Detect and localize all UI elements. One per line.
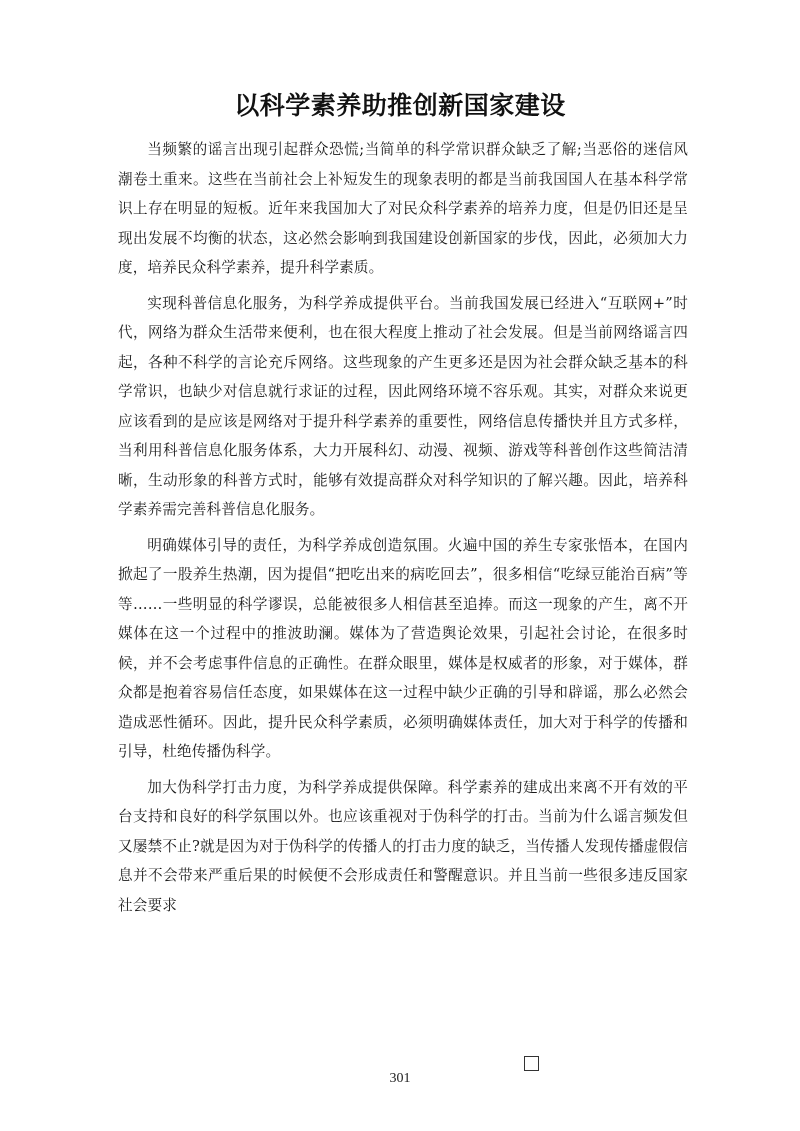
page-title: 以科学素养助推创新国家建设 bbox=[234, 91, 566, 120]
paragraph-1: 当频繁的谣言出现引起群众恐慌;当简单的科学常识群众缺乏了解;当恶俗的迷信风潮卷土重来。这些在当前社会上补短发生的现象表明的都是当前我国国人在基本科学常识上存在明显的短板。近年来我国加大了对民众科学素养的培养力度，但是仍旧还是呈现出发展不均衡的状态，这必然会影响到我国建设创新国家的步伐，因此，必须加大力度，培养民众科学素养，提升科学素质。 bbox=[118, 141, 688, 276]
paragraph-3: 明确媒体引导的责任，为科学养成创造氛围。火遍中国的养生专家张悟本，在国内掀起了一股养生热潮，因为提倡“把吃出来的病吃回去”，很多相信“吃绿豆能治百病”等等……一些明显的科学谬误，总能被很多人相信甚至追捧。而这一现象的产生，离不开媒体在这一个过程中的推波助澜。媒体为了营造舆论效果，引起社会讨论，在很多时候，并不会考虑事件信息的正确性。在群众眼里，媒体是权威者的形象，对于媒体，群众都是抱着容易信任态度，如果媒体在这一过程中缺少正确的引导和辟谣，那么必然会造成恶性循环。因此，提升民众科学素质，必须明确媒体责任，加大对于科学的传播和引导，杜绝传播伪科学。 bbox=[118, 536, 688, 760]
paragraph-4: 加大伪科学打击力度，为科学养成提供保障。科学素养的建成出来离不开有效的平台支持和良好的科学氛围以外。也应该重视对于伪科学的打击。当前为什么谣言频发但又屡禁不止?就是因为对于伪科学的传播人的打击力度的缺乏，当传播人发现传播虚假信息并不会带来严重后果的时候便不会形成责任和警醒意识。并且当前一些很多违反国家社会要求 bbox=[118, 778, 688, 914]
article-body bbox=[118, 135, 688, 926]
checkbox-square[interactable] bbox=[524, 1056, 539, 1071]
paragraph-2: 实现科普信息化服务，为科学养成提供平台。当前我国发展已经进入“互联网+”时代，网络为群众生活带来便利，也在很大程度上推动了社会发展。但是当前网络谣言四起，各种不科学的言论充斥网络。这些现象的产生更多还是因为社会群众缺乏基本的科学常识，也缺少对信息就行求证的过程，因此网络环境不容乐观。其实，对群众来说更应该看到的是应该是网络对于提升科学素养的重要性，网络信息传播快并且方式多样，当利用科普信息化服务体系，大力开展科幻、动漫、视频、游戏等科普创作这些简洁清晰，生动形象的科普方式时，能够有效提高群众对科学知识的了解兴趣。因此，培养科学素养需完善科普信息化服务。 bbox=[118, 294, 688, 518]
page-number: 301 bbox=[389, 1071, 411, 1086]
